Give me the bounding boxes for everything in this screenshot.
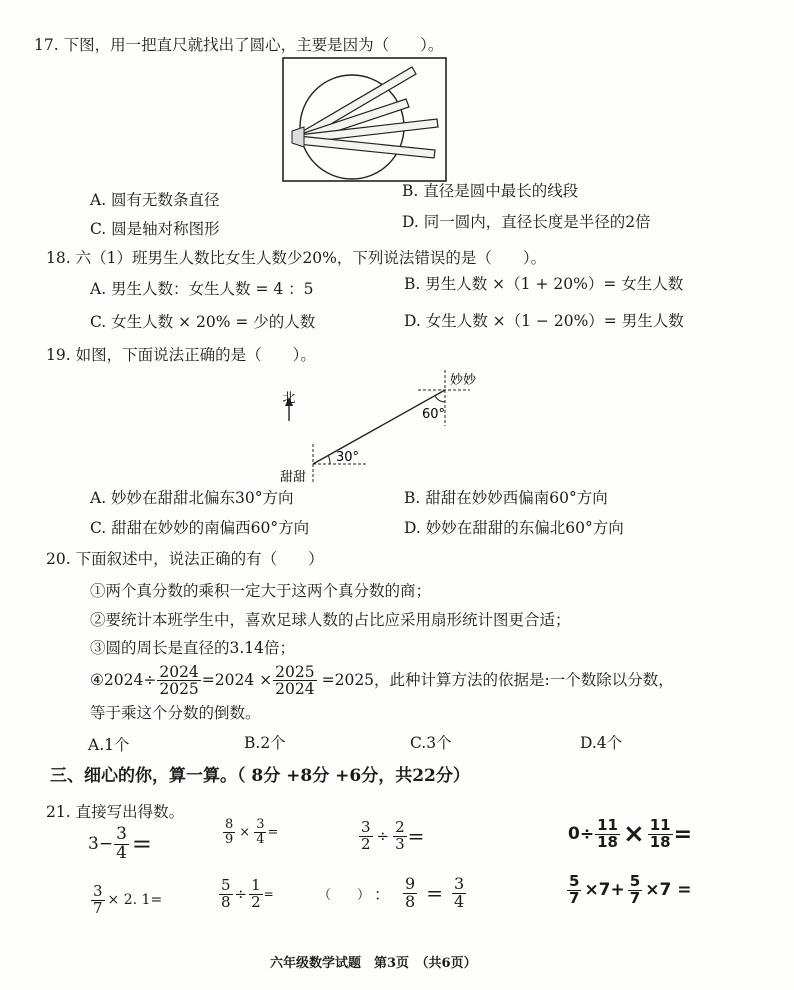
q18-option-b: B. 男生人数 ×（1 + 20%）= 女生人数 (404, 275, 684, 293)
calc-2: $\frac{8}{9}$ × $\frac{3}{4}$ = (225, 817, 279, 847)
q19-option-a: A. 妙妙在甜甜北偏东30°方向 (90, 489, 294, 507)
q21-stem: 21. 直接写出得数。 (46, 803, 185, 821)
q20-option-d: D.4个 (580, 734, 623, 752)
calc-1: 3− $\frac{3}{4}$ = (88, 824, 152, 863)
calc-7: （ ） ： $\frac{9}{8}$ = $\frac{3}{4}$ (318, 874, 465, 911)
q19-stem: 19. 如图，下面说法正确的是（ ）。 (46, 346, 316, 364)
q19-direction-figure (270, 364, 500, 488)
page-footer: 六年级数学试题 第3页 （共6页） (270, 956, 477, 971)
q19-option-d: D. 妙妙在甜甜的东偏北60°方向 (404, 519, 624, 537)
q17-stem: 17. 下图，用一把直尺就找出了圆心，主要是因为（ ）。 (34, 36, 444, 54)
angle-60-label: 60° (422, 407, 446, 422)
q20-option-c: C.3个 (410, 734, 452, 752)
q20-statement-1: ①两个真分数的乘积一定大于这两个真分数的商； (90, 582, 432, 600)
q20-stem: 20. 下面叙述中，说法正确的有（ ） (46, 550, 324, 568)
q20-statement-3: ③圆的周长是直径的3.14倍； (90, 639, 296, 657)
s4-mid: =2024 × (201, 671, 273, 690)
calc-5: $\frac{3}{7}$ × 2. 1= (93, 882, 163, 917)
q18-option-d: D. 女生人数 ×（1 − 20%）= 男生人数 (404, 312, 684, 330)
q20-statement-2: ②要统计本班学生中，喜欢足球人数的占比应采用扇形统计图更合适； (90, 611, 571, 629)
q20-statement-4 (90, 664, 674, 698)
q20-option-a: A.1个 (88, 736, 130, 754)
tiantian-label: 甜甜 (280, 470, 307, 485)
fraction-2024-over-2025: $\frac{2024}{2025}$ (159, 663, 199, 699)
calc-3: $\frac{3}{2}$ ÷ $\frac{2}{3}$ = (361, 818, 425, 853)
q20-statement-4-line2: 等于乘这个分数的倒数。 (90, 704, 261, 722)
s4-prefix: ④2024÷ (90, 671, 157, 690)
calc-4: 0÷ $\frac{11}{18}$ × $\frac{11}{18}$ = (568, 816, 693, 851)
calc-6: $\frac{5}{8}$ ÷ $\frac{1}{2}$ = (221, 876, 274, 911)
section-3-heading: 三、细心的你，算一算。（ 8分 +8分 +6分，共22分） (50, 766, 470, 786)
angle-30-label: 30° (336, 450, 360, 465)
q17-figure-circle-and-rulers (282, 57, 447, 182)
q17-option-c: C. 圆是轴对称图形 (90, 220, 220, 238)
miaomiao-label: 妙妙 (450, 373, 477, 388)
q17-option-d: D. 同一圆内，直径长度是半径的2倍 (402, 213, 651, 231)
q19-option-b: B. 甜甜在妙妙西偏南60°方向 (404, 489, 608, 507)
q20-option-b: B.2个 (244, 734, 286, 752)
q19-option-c: C. 甜甜在妙妙的南偏西60°方向 (90, 519, 310, 537)
calc-8: $\frac{5}{7}$ ×7+ $\frac{5}{7}$ ×7 = (569, 872, 692, 907)
q18-option-c: C. 女生人数 × 20% = 少的人数 (90, 313, 316, 331)
north-label: 北 (282, 391, 296, 406)
q17-option-b: B. 直径是圆中最长的线段 (402, 182, 579, 200)
fraction-2025-over-2024: $\frac{2025}{2024}$ (275, 663, 315, 699)
q18-stem: 18. 六（1）班男生人数比女生人数少20%，下列说法错误的是（ ）。 (46, 249, 547, 267)
q18-option-a: A. 男生人数：女生人数 = 4 ：5 (90, 280, 314, 298)
q17-option-a: A. 圆有无数条直径 (90, 191, 220, 209)
s4-suffix: =2025，此种计算方法的依据是:一个数除以分数， (321, 671, 674, 690)
